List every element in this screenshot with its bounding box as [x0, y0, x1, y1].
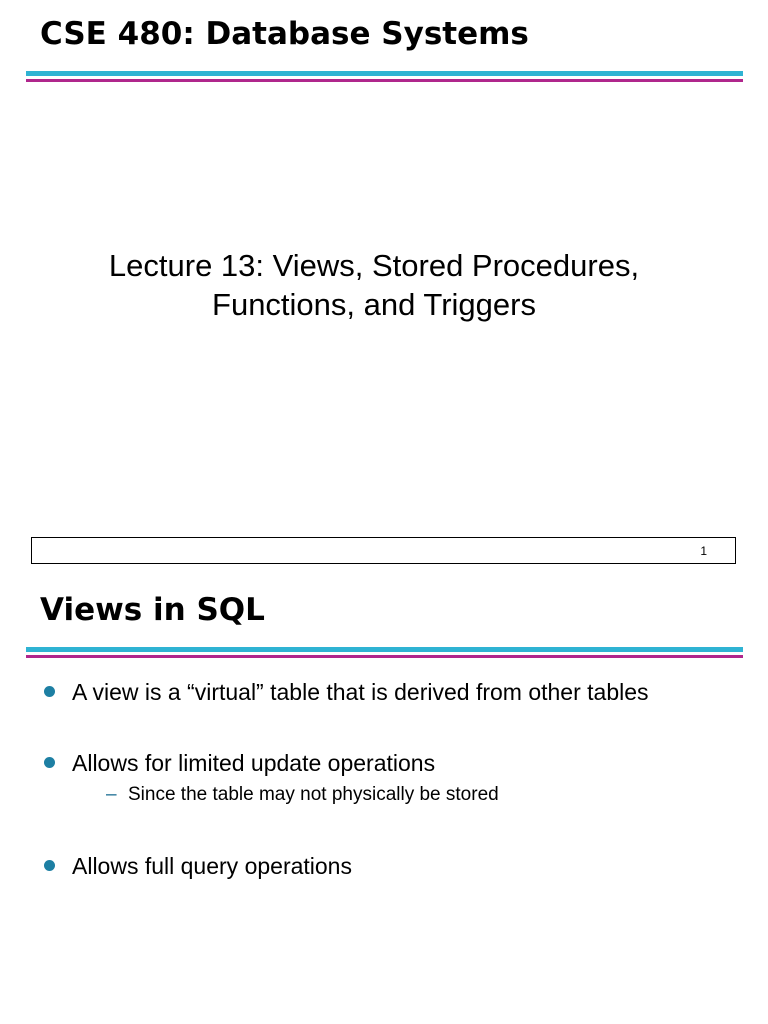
slide-footer	[31, 537, 736, 564]
dash-icon: –	[106, 784, 117, 805]
bullet-text: Allows full query operations	[72, 853, 352, 879]
bullet-dot-icon	[44, 860, 55, 871]
sub-bullet-text: Since the table may not physically be stored	[128, 784, 499, 805]
page-number: 1	[700, 544, 707, 558]
title-rule-teal	[26, 647, 743, 652]
sub-bullet-item	[106, 784, 499, 806]
lecture-title-line-1: Lecture 13: Views, Stored Procedures,	[108, 248, 640, 283]
lecture-title-line-2: Functions, and Triggers	[212, 287, 536, 322]
bullet-dot-icon	[44, 757, 55, 768]
bullet-text: Allows for limited update operations	[72, 750, 436, 776]
bullet-dot-icon	[44, 686, 55, 697]
title-rule-purple	[26, 79, 743, 82]
title-rule-teal	[26, 71, 743, 76]
course-title: CSE 480: Database Systems	[40, 16, 529, 52]
slide-title: Views in SQL	[40, 592, 265, 628]
bullet-text: A view is a “virtual” table that is derived from other tables	[72, 679, 649, 705]
lecture-title	[0, 246, 748, 324]
title-rule-purple	[26, 655, 743, 658]
